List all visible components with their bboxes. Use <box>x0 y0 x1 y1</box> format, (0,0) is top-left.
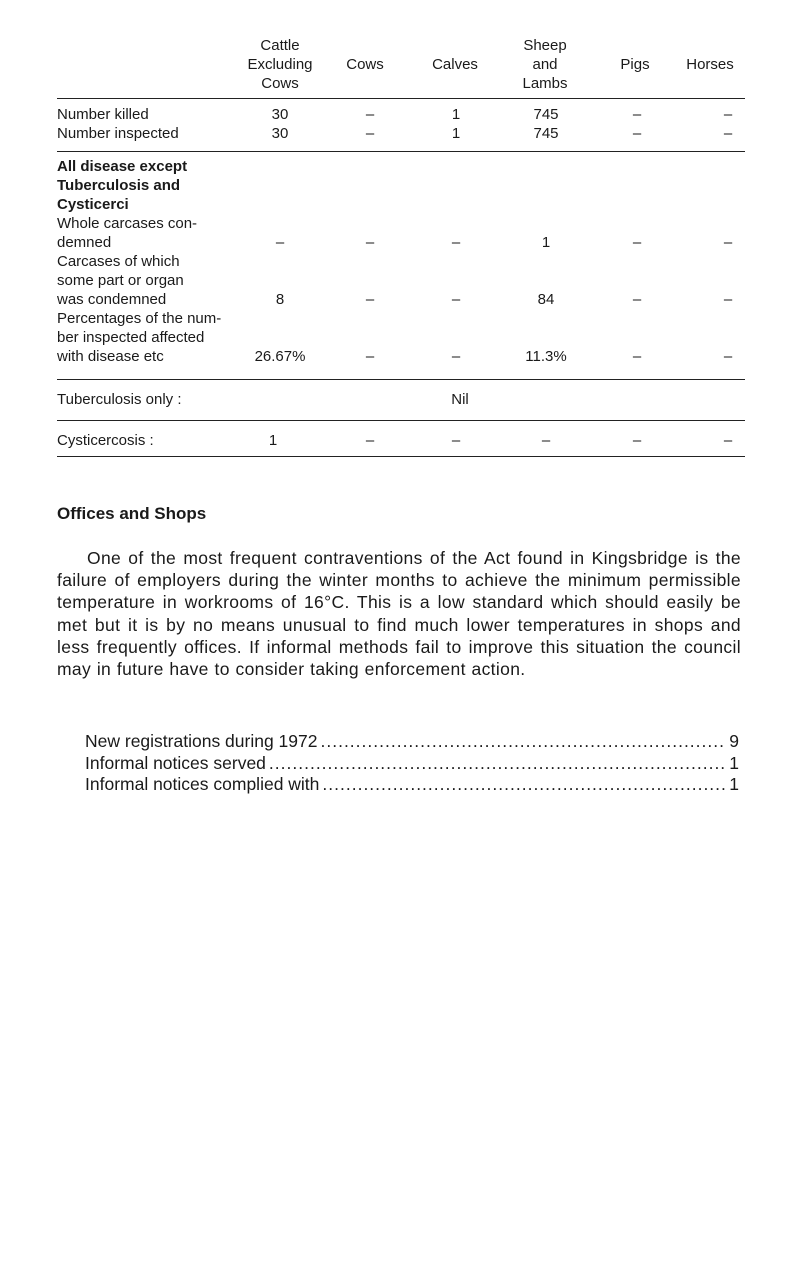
table-cell: – <box>365 348 375 365</box>
table-cell: – <box>723 106 733 123</box>
table-cell: 26.67% <box>254 348 306 365</box>
tuberculosis-value: Nil <box>451 391 469 408</box>
section-rule <box>57 379 745 380</box>
table-cell: 1 <box>451 125 461 142</box>
col-header-sheep: Sheep and Lambs <box>522 37 568 92</box>
row-label-percentages: Percentages of the num- ber inspected affected with disease etc <box>57 310 222 365</box>
section-heading-all-disease: All disease except Tuberculosis and Cysticerci <box>57 158 188 213</box>
table-cell: – <box>365 432 375 449</box>
table-cell: – <box>451 291 461 308</box>
col-header-cattle: Cattle Excluding Cows <box>247 37 313 92</box>
body-paragraph: One of the most frequent contraventions of the Act found in Kingsbridge is the failure of employers during the winter months to achieve the minimum permissible temperature in workrooms of 16°C. This is a low standard which should easily be met but it is by no means unusual to find much lower temperatures in shops and less frequently offices. If informal methods fail to improve this situation the council may in future have to consider taking enforcement action. <box>57 548 741 680</box>
table-cell: – <box>723 125 733 142</box>
row-label-number-killed: Number killed <box>57 106 149 123</box>
dot-leader <box>321 731 727 752</box>
table-cell: – <box>723 432 733 449</box>
header-rule <box>57 98 745 99</box>
table-cell: – <box>723 348 733 365</box>
row-label-part-condemned: Carcases of which some part or organ was condemned <box>57 253 184 308</box>
stat-label: New registrations during 1972 <box>85 731 318 751</box>
stat-value: 1 <box>729 752 739 773</box>
table-cell: – <box>365 106 375 123</box>
row-label-cysticercosis: Cysticercosis : <box>57 432 154 449</box>
dot-leader <box>269 753 726 774</box>
table-cell: – <box>632 125 642 142</box>
table-cell: 30 <box>271 125 289 142</box>
row-label-whole-carcases: Whole carcases con- demned <box>57 215 198 251</box>
col-header-cows: Cows <box>346 56 384 73</box>
row-label-number-inspected: Number inspected <box>57 125 179 142</box>
stat-value: 1 <box>729 774 739 794</box>
table-cell: – <box>541 432 551 449</box>
col-header-pigs: Pigs <box>620 56 650 73</box>
table-cell: 1 <box>541 234 551 251</box>
table-cell: – <box>451 348 461 365</box>
stats-list <box>85 731 739 796</box>
table-cell: – <box>365 291 375 308</box>
table-cell: – <box>723 291 733 308</box>
table-cell: – <box>365 234 375 251</box>
list-item <box>85 774 739 796</box>
row-label-tuberculosis: Tuberculosis only : <box>57 391 182 408</box>
dot-leader <box>322 774 726 795</box>
table-cell: – <box>632 432 642 449</box>
table-cell: 1 <box>451 106 461 123</box>
section-rule <box>57 151 745 152</box>
table-cell: 8 <box>275 291 285 308</box>
stat-label: Informal notices complied with <box>85 774 320 794</box>
section-rule <box>57 420 745 421</box>
list-item <box>85 753 739 775</box>
table-cell: – <box>451 432 461 449</box>
table-cell: – <box>365 125 375 142</box>
bottom-rule <box>57 456 745 457</box>
section-heading: Offices and Shops <box>57 504 207 523</box>
stat-value: 9 <box>729 731 739 751</box>
table-cell: – <box>451 234 461 251</box>
table-cell: 30 <box>271 106 289 123</box>
table-cell: – <box>275 234 285 251</box>
col-header-calves: Calves <box>432 56 478 73</box>
table-cell: – <box>632 348 642 365</box>
table-cell: 745 <box>533 125 559 142</box>
col-header-horses: Horses <box>686 56 734 73</box>
table-cell: – <box>632 234 642 251</box>
list-item <box>85 731 739 753</box>
table-cell: – <box>632 106 642 123</box>
table-cell: 745 <box>533 106 559 123</box>
table-cell: – <box>723 234 733 251</box>
table-cell: 84 <box>537 291 555 308</box>
table-cell: – <box>632 291 642 308</box>
table-cell: 11.3% <box>525 348 567 365</box>
table-cell: 1 <box>268 432 278 449</box>
stat-label: Informal notices served <box>85 752 266 773</box>
